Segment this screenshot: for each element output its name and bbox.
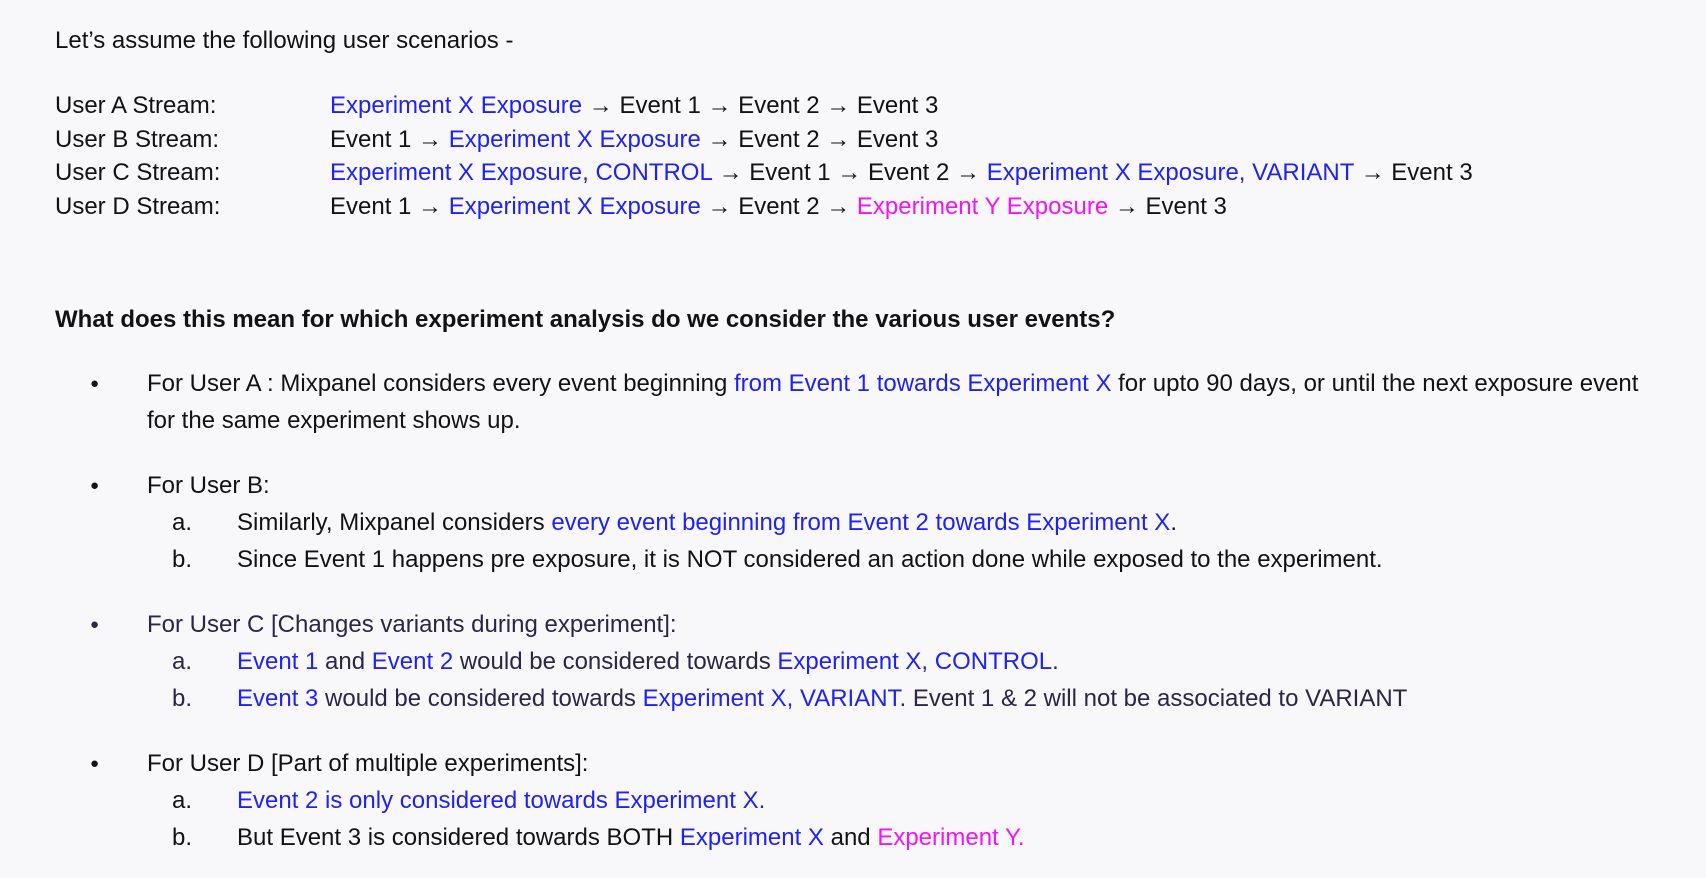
sub-item-text [237,541,1706,578]
stream-row [55,190,1706,224]
text-segment: . [1170,509,1177,536]
text-segment: → Event 2 → [700,192,857,220]
sub-item-marker: a. [172,509,193,536]
sub-item-marker: a. [172,648,193,675]
text-segment: Since Event 1 happens pre exposure, it is NOT considered an action done while exposed to the experiment. [237,546,1383,573]
sub-item-marker: a. [172,787,193,814]
sub-item-text [237,680,1706,717]
bullet-head [55,467,1706,504]
sub-item [55,504,1706,541]
sub-item-text [237,782,1706,819]
text-segment: from Event 1 towards Experiment X [733,370,1112,397]
sub-item-marker: b. [172,824,193,851]
text-segment: Similarly, Mixpanel considers [237,509,552,536]
sub-item [55,819,1706,856]
text-segment: For User B: [147,472,270,499]
bullet-dot-icon: ● [90,616,100,633]
bullet-text [147,606,1647,643]
sub-item-text [237,504,1706,541]
bullet-text [147,365,1647,439]
text-segment: Event 1 → [330,125,449,153]
text-segment: every event beginning from Event 2 towards Experiment X [551,509,1171,536]
sub-item-marker: b. [172,546,193,573]
bullet-list [55,365,1706,856]
sub-item-marker: b. [172,685,193,712]
sub-item-text [237,643,1706,680]
text-segment: Event 1 → [330,192,449,220]
stream-sequence [330,123,938,157]
stream-row [55,89,1706,123]
stream-row [55,156,1706,190]
text-segment: would be considered towards [453,648,778,675]
stream-label: User A Stream: [55,92,217,119]
intro-text: Let’s assume the following user scenarios - [55,27,514,54]
text-segment: For User D [Part of multiple experiments]: [147,750,589,777]
bullet-item [55,467,1706,578]
sub-item [55,680,1706,717]
text-segment: → Event 2 → Event 3 [700,125,939,153]
user-streams-block [55,89,1706,223]
bullet-dot-icon: ● [90,755,100,772]
sub-item-text [237,819,1706,856]
text-segment: and [823,824,878,851]
text-segment: Experiment X, CONTROL [777,648,1053,675]
sub-item [55,541,1706,578]
bullet-item [55,365,1706,439]
stream-label: User D Stream: [55,192,221,220]
bullet-head [55,606,1706,643]
text-segment: Event 1 [237,648,319,675]
text-segment: Experiment X Exposure [448,125,701,153]
text-segment: Event 2 is only considered towards Experiment X. [237,787,766,814]
text-segment: → Event 3 [1353,159,1473,186]
stream-sequence [330,190,1227,224]
text-segment: Experiment X Exposure [330,92,583,119]
text-segment: But Event 3 is considered towards BOTH [237,824,680,851]
bullet-item [55,606,1706,717]
bullet-dot-icon: ● [90,375,100,392]
text-segment: for upto 90 days, or until the next exposure event for the same experiment shows up. [147,370,1639,434]
text-segment: → Event 1 → Event 2 → [711,159,987,186]
text-segment: Event 3 [237,685,319,712]
bullet-dot-icon: ● [90,477,100,494]
stream-label: User B Stream: [55,125,220,153]
text-segment: Experiment Y Exposure [856,192,1109,220]
stream-sequence [330,89,938,123]
text-segment: For User C [Changes variants during experiment]: [147,611,677,638]
bullet-head [55,745,1706,782]
bullet-item [55,745,1706,856]
section-heading: What does this mean for which experiment analysis do we consider the various user events? [55,306,1116,333]
sub-item [55,782,1706,819]
text-segment: . Event 1 & 2 will not be associated to VARIANT [899,685,1408,712]
text-segment: Experiment X Exposure, CONTROL [330,159,712,186]
text-segment: Experiment Y. [877,824,1025,851]
text-segment: Event 2 [371,648,454,675]
text-segment: would be considered towards [318,685,643,712]
stream-sequence [330,156,1473,190]
text-segment: Experiment X, VARIANT [642,685,900,712]
text-segment: and [318,648,372,675]
stream-row [55,123,1706,157]
text-segment: → Event 1 → Event 2 → Event 3 [582,92,939,119]
text-segment: Experiment X Exposure, VARIANT [986,159,1354,186]
stream-label: User C Stream: [55,159,221,186]
text-segment: Experiment X [679,824,824,851]
bullet-text [147,745,1647,782]
text-segment: For User A : Mixpanel considers every event beginning [147,370,734,397]
sub-item [55,643,1706,680]
text-segment: Experiment X Exposure [448,192,701,220]
bullet-text [147,467,1647,504]
text-segment: → Event 3 [1108,192,1227,220]
bullet-head [55,365,1706,439]
text-segment: . [1052,648,1059,675]
